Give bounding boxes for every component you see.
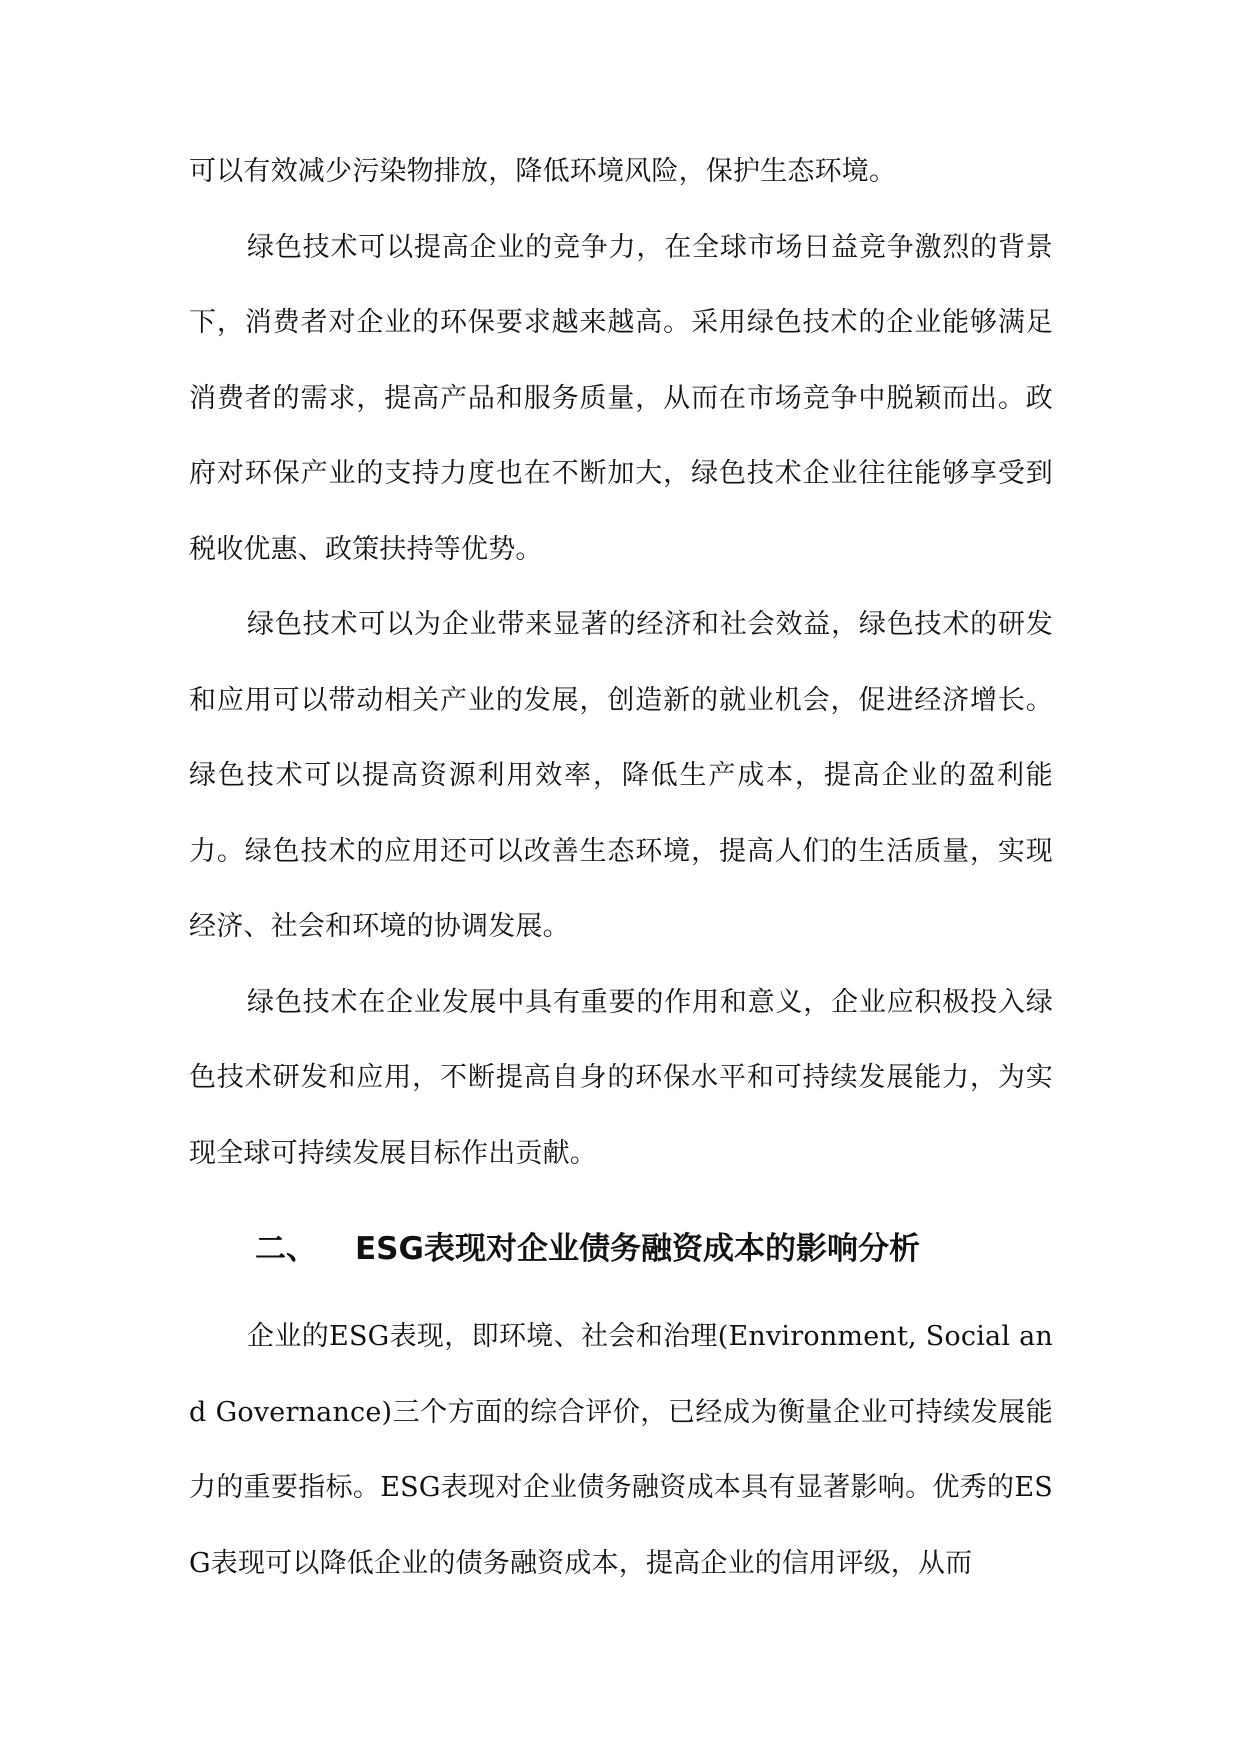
- section-title: ESG表现对企业债务融资成本的影响分析: [355, 1231, 920, 1267]
- section-heading: [189, 1220, 1053, 1278]
- paragraph-conclusion: 绿色技术在企业发展中具有重要的作用和意义，企业应积极投入绿色技术研发和应用，不断提高自身的环保水平和可持续发展能力，为实现全球可持续发展目标作出贡献。: [189, 986, 1053, 1169]
- document-body: [189, 134, 1053, 1601]
- paragraph-continuation: 可以有效减少污染物排放，降低环境风险，保护生态环境。: [189, 156, 897, 187]
- paragraph-competitiveness: 绿色技术可以提高企业的竞争力，在全球市场日益竞争激烈的背景下，消费者对企业的环保要求越来越高。采用绿色技术的企业能够满足消费者的需求，提高产品和服务质量，从而在市场竞争中脱颖而出。政府对环保产业的支持力度也在不断加大，绿色技术企业往往能够享受到税收优惠、政策扶持等优势。: [189, 231, 1053, 565]
- paragraph-economic-benefits: 绿色技术可以为企业带来显著的经济和社会效益，绿色技术的研发和应用可以带动相关产业的发展，创造新的就业机会，促进经济增长。绿色技术可以提高资源利用效率，降低生产成本，提高企业的盈利能力。绿色技术的应用还可以改善生态环境，提高人们的生活质量，实现经济、社会和环境的协调发展。: [189, 609, 1053, 942]
- paragraph-esg-intro: 企业的ESG表现，即环境、社会和治理(Environment, Social and Governance)三个方面的综合评价，已经成为衡量企业可持续发展能力的重要指标。ESG表现对企业债务融资成本具有显著影响。优秀的ESG表现可以降低企业的债务融资成本，提高企业的信用评级，从而: [189, 1321, 1053, 1579]
- section-number: 二、: [255, 1231, 317, 1267]
